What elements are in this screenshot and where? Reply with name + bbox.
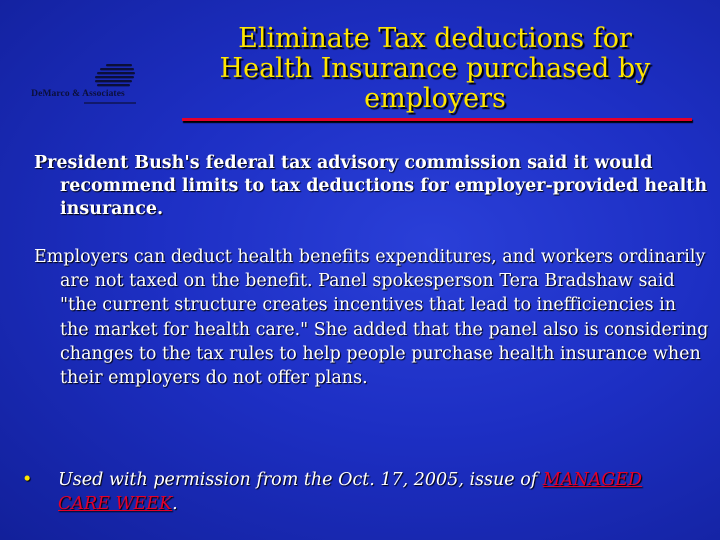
logo-text: DeMarco & Associates bbox=[31, 89, 125, 99]
logo-underline bbox=[84, 102, 136, 104]
slide-title: Eliminate Tax deductions for Health Insurance purchased by employers bbox=[219, 23, 651, 114]
bullet-marker: • bbox=[22, 470, 33, 490]
citation-text-block bbox=[22, 468, 682, 516]
globe-stripes-icon bbox=[88, 62, 138, 92]
paragraph-employers: Employers can deduct health benefits expenditures, and workers ordinarily are not taxed on the benefit. Panel spokesperson Tera Bradshaw said "the current structure creates incentives that lead to inefficiencies in the market for health care." She added that the panel also is considering changes to the tax rules to help people purchase health insurance when their employers do not offer plans. bbox=[34, 247, 709, 389]
title-divider bbox=[182, 118, 692, 121]
citation bbox=[22, 468, 682, 516]
publication-link[interactable]: MANAGED CARE WEEK bbox=[58, 470, 643, 514]
company-logo bbox=[14, 62, 142, 108]
citation-period: . bbox=[172, 494, 178, 514]
citation-text: Used with permission from the Oct. 17, 2005, issue of bbox=[58, 470, 538, 490]
paragraph-commission: President Bush's federal tax advisory commission said it would recommend limits to tax deductions for employer-provided health insurance. bbox=[34, 153, 708, 219]
